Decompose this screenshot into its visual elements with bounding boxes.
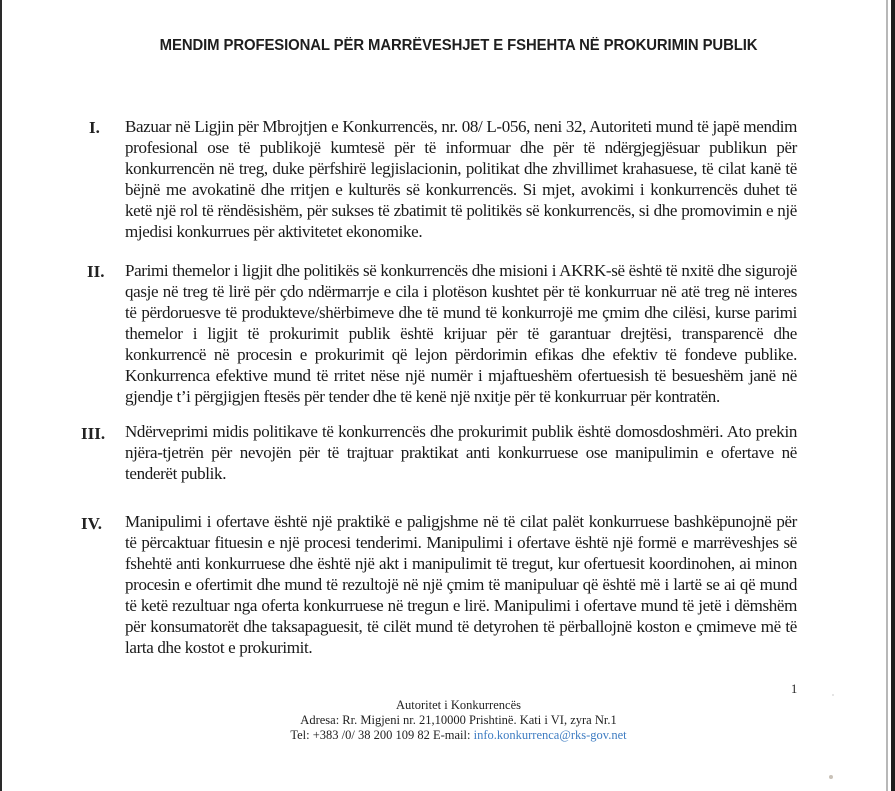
scan-edge-right-line — [886, 0, 888, 791]
page-number: 1 — [791, 682, 798, 696]
footer-email-link[interactable]: info.konkurrenca@rks-gov.net — [473, 728, 627, 742]
footer-contact — [0, 728, 895, 743]
section-paragraph: Ndërveprimi midis politikave të konkurrencës dhe prokurimit publik është domosdoshmëri. Ato prekin njëra-tjetrën për nevojën për të trajtuar praktikat anti konkurruese ose manipulimin e ofertave në tenderët publik. — [125, 422, 797, 483]
section-numeral: I. — [89, 118, 100, 137]
section-paragraph: Bazuar në Ligjin për Mbrojtjen e Konkurrencës, nr. 08/ L-056, neni 32, Autoriteti mund të japë mendim profesional ose të publikojë kumtesë për të informuar dhe për të ndërgjegjësuar publikun për konkurrencën në treg, duke përfshirë legjislacionin, politikat dhe zhvillimet krahasuese, të cilat kanë të bëjnë me avokatinë dhe rritjen e kulturës së konkurrencës. Si mjet, avokimi i konkurrencës duhet të ketë një rol të rëndësishëm, për sukses të zbatimit të politikës së konkurrencës, si dhe promovimin e një mjedisi konkurrues për aktivitetet ekonomike. — [125, 117, 797, 241]
scan-edge-right — [891, 0, 895, 791]
footer-tel: Tel: +383 /0/ 38 200 109 82 E-mail: — [290, 728, 474, 742]
section-numeral: II. — [87, 262, 105, 281]
section-paragraph: Parimi themelor i ligjit dhe politikës së konkurrencës dhe misioni i AKRK-së është të nxitë dhe sigurojë qasje në treg të lirë për çdo ndërmarrje e cila i plotëson kushtet për të konkurruar në atë treg në interes të përdoruesve të produkteve/shërbimeve dhe të mund të konkurrojë me çmim dhe cilësi, kurse parimi themelor i ligjit të prokurimit publik është krijuar për të garantuar drejtësi, transparencë dhe konkurrencë në procesin e prokurimit që lejon përdorimin efikas dhe efektiv të fondeve publike. Konkurrenca efektive mund të rritet nëse një numër i mjaftueshëm ofertuesish të besueshëm janë në gjendje t’i përgjigjen ftesës për tender dhe të kenë një nxitje për të konkurruar për kontratën. — [125, 261, 797, 406]
document-title: MENDIM PROFESIONAL PËR MARRËVESHJET E FSHEHTA NË PROKURIMIN PUBLIK — [159, 37, 758, 54]
section-paragraph: Manipulimi i ofertave është një praktikë e paligjshme në të cilat palët konkurruese bashkëpunojnë për të përcaktuar fituesin e një procesi tenderimi. Manipulimi i ofertave është një formë e marrëveshjes së fshehtë anti konkurruese dhe është një akt i manipulimit të tregut, kur ofertuesit koordinohen, ai minon procesin e ofertimit dhe mund të rezultojë në një çmim të manipuluar që është më i lartë se ai që mund të ketë rezultuar nga oferta konkurruese në tregun e lirë. Manipulimi i ofertave mund të jetë i dëmshëm për konsumatorët dhe taksapaguesit, të cilët mund të detyrohen të përballojnë koston e çmimeve më të larta dhe kostot e prokurimit. — [125, 512, 797, 657]
scan-speck — [832, 694, 834, 696]
scan-speck — [829, 775, 833, 779]
footer-organization: Autoritet i Konkurrencës — [396, 698, 521, 712]
section-numeral: IV. — [81, 514, 102, 533]
section-numeral: III. — [81, 424, 106, 443]
footer-address: Adresa: Rr. Migjeni nr. 21,10000 Prishtinë. Kati i VI, zyra Nr.1 — [300, 713, 617, 727]
